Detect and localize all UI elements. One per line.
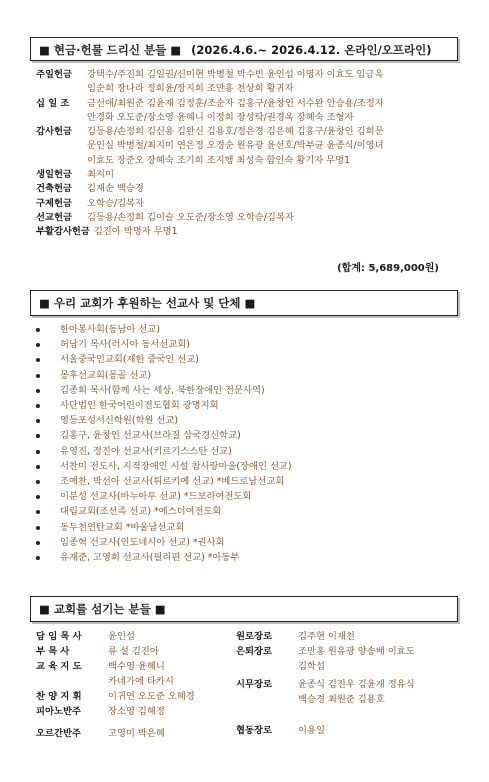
list-item: 김홍구, 윤창인 선교사(브라질 삼국경신학교) [34,428,454,443]
donation-category: 구제헌금 [36,197,72,209]
staff-names: 김학섭 [298,661,325,672]
staff-row [36,644,195,659]
missions-list [34,322,454,565]
donation-names: 이효도 장준오 장혜숙 조기희 조지행 최성숙 함인숙 황기자 무명1 [87,154,351,166]
staff-role: 시무장로 [236,679,272,690]
missions-section-title: ■ 우리 교회가 후원하는 선교사 및 단체 ■ [30,290,458,316]
staff-names: 백승경 최원준 김용호 [298,694,385,705]
list-item: 한아봉사회(동남아 선교) [34,322,454,337]
list-item: 서울중국인교회(재한 중국인 선교) [34,352,454,367]
donation-row-sunday [36,68,456,97]
donation-names: 최지미 [87,169,114,181]
donation-names: 임순희 장나라 정희윤/장지희 조만홍 천상희 황귀자 [87,83,294,95]
list-item: 몽후선교회(몽골 선교) [34,368,454,383]
staff-names: 백수영 윤혜니 [108,661,165,672]
donation-row-easter [36,225,456,239]
list-item: 김종희 목사(함께 사는 세상, 북한장애인 전문사역) [34,383,454,398]
donation-row-relief [36,197,456,211]
staff-names: 김주현 이재천 [298,631,355,642]
donation-category: 십 일 조 [36,97,70,109]
donation-row-tithe [36,97,456,126]
staff-role: 부 목 사 [36,646,70,657]
list-item: 영등포성서신학원(학원 선교) [34,413,454,428]
donors-title-text: ■ 현금·헌물 드리신 분들 ■ [39,43,182,57]
donation-total: (합계: 5,689,000원) [337,263,439,274]
staff-role: 피아노반주 [36,706,81,717]
staff-names: 이용일 [298,725,325,736]
donation-category: 생일헌금 [36,169,72,181]
list-item: 허남기 목사(러시아 동서선교회) [34,337,454,352]
staff-names: 류 설 김진아 [108,646,159,657]
staff-column-right [236,629,415,738]
donation-category: 건축헌금 [36,183,72,195]
staff-role: 오르간반주 [36,728,81,739]
donation-category: 주일헌금 [36,69,72,80]
staff-role: 교 육 지 도 [36,661,82,672]
list-item: 유영진, 정진아 선교사(키르기스스탄 선교) [34,444,454,459]
staff-role: 협동장로 [236,725,272,736]
staff-row [36,689,195,704]
staff-names: 장소영 김혜정 [108,706,165,717]
staff-section-title: ■ 교회를 섬기는 분들 ■ [30,596,458,622]
list-item: 동두천연탄교회 *바울남선교회 [34,520,454,535]
staff-row [36,726,195,741]
list-item: 이분성 선교사(바누아투 선교) *드보라여전도회 [34,489,454,504]
donation-row-mission [36,211,456,225]
donation-names: 문인실 박병철/최지미 연은정 오경순 원유광 윤선호/박부균 윤종식/이영녀 [87,140,384,152]
staff-row [236,629,415,644]
staff-row [36,704,195,719]
donation-names: 김진아 박명자 무명1 [93,226,178,238]
donation-row-thanks [36,125,456,168]
donation-category: 부활감사헌금 [36,226,90,238]
list-item: 유재준, 고영희 선교사(필리핀 선교) *아동부 [34,550,454,565]
staff-row [236,644,415,674]
donors-section-title [30,37,458,61]
donation-names: 강택수/주진희 김일권/신미현 박병철 박수빈 윤인섭 이영자 이효도 임금옥 [87,69,384,80]
donation-row-birthday [36,168,456,182]
staff-row [236,723,415,738]
staff-role: 은퇴장로 [236,646,272,657]
staff-names: 윤인섭 [108,631,135,642]
staff-names: 조만홍 원유광 양송배 이효도 [298,646,415,657]
list-item: 서찬미 전도사, 지적장애인 시설 참사랑마을(장애인 선교) [34,459,454,474]
staff-role: 원로장로 [236,631,272,642]
list-item: 대림교회(조선족 선교) *에스더여전도회 [34,504,454,519]
list-item: 사단법인 한국어린이전도협회 광명지회 [34,398,454,413]
donation-category: 선교헌금 [36,211,72,223]
staff-role: 담 임 목 사 [36,631,82,642]
donation-names: 김재순 백승경 [87,183,144,195]
staff-row [36,629,195,644]
staff-row [236,677,415,707]
donation-list [36,68,456,240]
staff-role: 찬 양 지 휘 [36,691,82,702]
donation-names: 김등용/손정희 김신용 김완신 김용호/정은경 김은혜 김홍구/윤창인 김희문 [87,126,384,138]
staff-names: 카네가에 타카시 [108,676,174,687]
staff-names: 윤종식 김진우 김윤재 정유식 [298,679,415,690]
staff-names: 고영미 박은혜 [108,728,165,739]
donation-row-building [36,182,456,196]
donation-names: 김등용/손정희 김이슬 오도준/장소영 오학승/김복자 [87,211,294,223]
list-item: 임종혁 선교사(인도네시아 선교) *권사회 [34,535,454,550]
staff-row [36,659,195,689]
staff-names: 이귀연 오도준 오혜경 [108,691,195,702]
donation-names: 금선애/최원준 김윤재 김정훈/조순자 김홍구/윤창인 서수완 안승용/조정자 [87,97,384,109]
donation-names: 오학승/김복자 [87,197,145,209]
donation-names: 안경화 오도준/장소영 윤혜니 이정희 장성탁/권경옥 장혜숙 조형자 [87,111,354,123]
staff-column-left [36,629,195,741]
donation-category: 감사헌금 [36,126,72,138]
list-item: 조예찬, 박선아 선교사(튀르키예 선교) *베드로남선교회 [34,474,454,489]
donors-title-dates: (2026.4.6.~ 2026.4.12. 온라인/오프라인) [191,43,432,57]
